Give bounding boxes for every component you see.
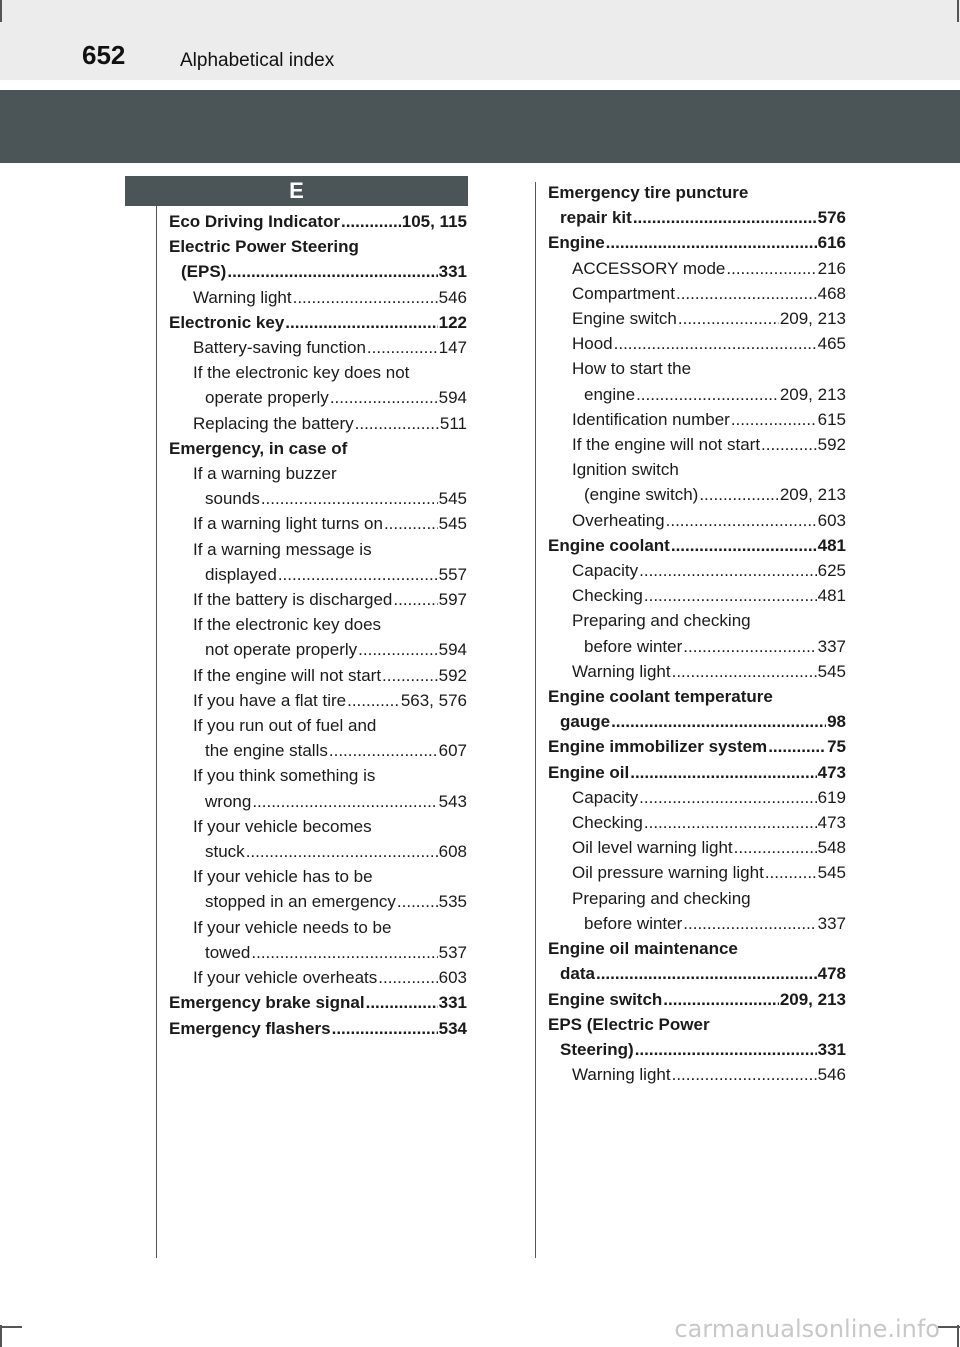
dot-leader <box>731 407 817 432</box>
index-entry-text: If the battery is discharged <box>193 590 393 610</box>
index-entry-pages: 535 <box>438 892 467 912</box>
dot-leader <box>378 965 437 990</box>
dot-leader <box>227 259 437 284</box>
dot-leader <box>366 990 438 1015</box>
index-entry-text: Engine switch <box>548 989 663 1009</box>
index-entry <box>548 709 846 734</box>
crop-mark <box>0 0 2 22</box>
dot-leader <box>644 583 817 608</box>
index-entry-text: If you have a flat tire <box>193 690 347 710</box>
dot-leader <box>699 482 778 507</box>
index-entry <box>548 608 846 633</box>
index-entry <box>548 987 846 1012</box>
index-entry <box>169 461 467 486</box>
index-entry-pages: 594 <box>438 640 467 660</box>
dot-leader <box>382 663 438 688</box>
index-entry-pages: 473 <box>817 813 846 833</box>
index-entry <box>169 839 467 864</box>
index-entry-pages: 481 <box>817 586 846 606</box>
index-entry <box>169 285 467 310</box>
index-entry <box>548 356 846 381</box>
index-entry-pages: 481 <box>817 535 846 555</box>
dot-leader <box>672 659 817 684</box>
crop-mark <box>957 1325 959 1347</box>
middle-column-rule <box>535 182 536 1258</box>
index-entry <box>548 205 846 230</box>
index-entry-text: Emergency tire puncture <box>548 183 749 202</box>
index-entry-text: If you think something is <box>193 766 376 786</box>
index-entry <box>169 965 467 990</box>
dot-leader <box>672 1062 817 1087</box>
index-entry <box>548 281 846 306</box>
index-entry <box>169 864 467 889</box>
index-entry-pages: 576 <box>817 208 846 228</box>
index-entry-pages: 545 <box>817 863 846 883</box>
index-entry-text: If the electronic key does <box>193 615 382 635</box>
index-entry-text: Engine immobilizer system <box>548 737 768 757</box>
index-entry-pages: 543 <box>438 791 467 811</box>
index-entry-text: If your vehicle has to be <box>193 867 373 887</box>
index-entry-pages: 122 <box>438 312 467 332</box>
index-entry-text: Engine <box>548 233 605 253</box>
index-entry-pages: 619 <box>817 787 846 807</box>
dot-leader <box>332 1016 438 1041</box>
index-entry-text: Emergency flashers <box>169 1018 331 1038</box>
index-entry <box>548 659 846 684</box>
index-entry-text: data <box>560 964 595 984</box>
index-entry-text: Oil pressure warning light <box>572 863 764 883</box>
index-entry-pages: 545 <box>817 661 846 681</box>
dot-leader <box>765 860 817 885</box>
dot-leader <box>614 331 817 356</box>
index-entry <box>169 411 467 436</box>
index-entry-pages: 468 <box>817 283 846 303</box>
dot-leader <box>630 760 816 785</box>
index-letter-heading: E <box>125 176 468 206</box>
index-entry <box>548 886 846 911</box>
index-entry-text: operate properly <box>205 388 329 408</box>
index-entry-text: Warning light <box>572 661 671 681</box>
dot-leader <box>676 281 817 306</box>
index-entry <box>548 508 846 533</box>
index-entry-pages: 603 <box>438 968 467 988</box>
index-entry-text: Engine switch <box>572 309 677 329</box>
index-entry <box>169 637 467 662</box>
index-entry-pages: 548 <box>817 838 846 858</box>
index-entry-text: (engine switch) <box>584 485 699 505</box>
index-entry <box>548 860 846 885</box>
index-entry <box>169 663 467 688</box>
dot-leader <box>644 810 817 835</box>
dot-leader <box>246 839 438 864</box>
dot-leader <box>734 835 817 860</box>
dot-leader <box>636 382 779 407</box>
index-entry-text: the engine stalls <box>205 741 328 761</box>
header-bar <box>0 0 960 80</box>
index-entry <box>169 889 467 914</box>
index-entry-pages: 546 <box>817 1065 846 1085</box>
index-entry-text: before winter <box>584 636 683 656</box>
index-entry-pages: 616 <box>817 233 846 253</box>
dot-leader <box>330 385 438 410</box>
index-entry-pages: 534 <box>438 1018 467 1038</box>
index-entry-pages: 473 <box>817 762 846 782</box>
index-entry-text: Capacity <box>572 561 639 581</box>
index-entry-text: Oil level warning light <box>572 838 733 858</box>
index-entry-text: Engine oil <box>548 762 630 782</box>
index-entry <box>169 385 467 410</box>
dot-leader <box>639 785 816 810</box>
index-entry <box>169 436 467 461</box>
index-entry-pages: 331 <box>438 993 467 1013</box>
index-entry <box>548 382 846 407</box>
index-entry-pages: 75 <box>827 737 846 757</box>
dot-leader <box>285 310 437 335</box>
right-index-column <box>548 180 846 1087</box>
watermark: carmanualsonline.info <box>674 1315 940 1343</box>
index-entry <box>548 1012 846 1037</box>
index-entry-pages: 546 <box>438 287 467 307</box>
index-entry-pages: 625 <box>817 561 846 581</box>
index-entry-pages: 607 <box>438 741 467 761</box>
index-entry <box>548 180 846 205</box>
index-entry <box>548 734 846 759</box>
dot-leader <box>341 209 401 234</box>
index-entry <box>169 814 467 839</box>
index-entry-pages: 465 <box>817 334 846 354</box>
index-entry <box>169 310 467 335</box>
index-entry-pages: 105, 115 <box>401 212 467 231</box>
index-entry <box>548 331 846 356</box>
index-entry <box>169 259 467 284</box>
index-entry-text: Ignition switch <box>572 460 679 480</box>
index-entry-text: If the engine will not start <box>572 435 761 455</box>
index-entry-pages: 615 <box>817 409 846 429</box>
index-entry <box>169 537 467 562</box>
index-entry-text: If the electronic key does not <box>193 363 410 383</box>
index-entry-text: Warning light <box>572 1065 671 1085</box>
index-entry-text: stuck <box>205 842 245 862</box>
dot-leader <box>683 634 816 659</box>
index-entry <box>169 335 467 360</box>
index-entry-text: Emergency, in case of <box>169 438 348 458</box>
index-entry <box>548 785 846 810</box>
index-entry <box>169 688 467 713</box>
index-entry-pages: 594 <box>438 388 467 408</box>
index-entry <box>548 533 846 558</box>
dot-leader <box>671 533 817 558</box>
index-entry <box>169 587 467 612</box>
index-entry-text: Eco Driving Indicator <box>169 212 340 231</box>
index-entry-text: displayed <box>205 564 277 584</box>
index-entry <box>169 763 467 788</box>
index-entry <box>548 457 846 482</box>
crop-mark <box>0 1326 22 1328</box>
index-entry-text: Overheating <box>572 510 665 530</box>
dot-leader <box>355 411 439 436</box>
index-entry-text: Preparing and checking <box>572 611 751 631</box>
index-entry <box>548 558 846 583</box>
index-entry <box>548 911 846 936</box>
index-entry-text: (EPS) <box>181 262 227 282</box>
dot-leader <box>251 940 437 965</box>
index-entry-text: Warning light <box>193 287 292 307</box>
index-entry <box>169 209 467 234</box>
index-entry <box>548 1037 846 1062</box>
dot-leader <box>666 508 817 533</box>
index-entry-text: If your vehicle needs to be <box>193 917 392 937</box>
dot-leader <box>261 486 438 511</box>
crop-mark <box>957 0 959 22</box>
index-entry-text: Electric Power Steering <box>169 237 359 257</box>
index-entry-pages: 511 <box>439 413 467 433</box>
dot-leader <box>611 709 826 734</box>
index-entry-text: Checking <box>572 586 643 606</box>
index-entry-pages: 537 <box>438 942 467 962</box>
index-entry-text: repair kit <box>560 208 632 228</box>
dot-leader <box>397 889 438 914</box>
index-entry <box>169 511 467 536</box>
index-entry <box>548 256 846 281</box>
index-entry-pages: 545 <box>438 489 467 509</box>
index-entry <box>169 360 467 385</box>
index-entry-text: If your vehicle overheats <box>193 968 378 988</box>
index-entry <box>169 789 467 814</box>
index-entry-text: Capacity <box>572 787 639 807</box>
index-entry-pages: 216 <box>817 258 846 278</box>
index-entry <box>548 760 846 785</box>
index-entry-text: Identification number <box>572 409 730 429</box>
dot-leader <box>358 637 437 662</box>
index-entry-text: ACCESSORY mode <box>572 258 726 278</box>
dot-leader <box>367 335 438 360</box>
dot-leader <box>683 911 816 936</box>
index-entry <box>548 306 846 331</box>
index-entry-text: gauge <box>560 712 611 732</box>
index-entry-pages: 603 <box>817 510 846 530</box>
index-entry-pages: 592 <box>817 435 846 455</box>
index-entry-text: If a warning buzzer <box>193 464 337 484</box>
dot-leader <box>252 789 437 814</box>
index-entry <box>548 482 846 507</box>
index-entry <box>548 230 846 255</box>
index-entry-pages: 597 <box>438 590 467 610</box>
index-entry-text: Engine oil maintenance <box>548 939 738 959</box>
index-entry <box>548 1062 846 1087</box>
dot-leader <box>293 285 438 310</box>
index-entry-text: Electronic key <box>169 312 285 332</box>
index-entry-pages: 209, 213 <box>779 485 846 505</box>
index-entry-text: sounds <box>205 489 260 509</box>
index-entry <box>169 486 467 511</box>
index-entry <box>548 583 846 608</box>
dot-leader <box>639 558 816 583</box>
index-entry <box>169 612 467 637</box>
index-entry-text: If the engine will not start <box>193 665 382 685</box>
index-entry <box>548 936 846 961</box>
index-entry <box>548 961 846 986</box>
index-entry <box>169 915 467 940</box>
index-entry-pages: 147 <box>438 338 467 358</box>
index-entry <box>169 940 467 965</box>
left-index-column <box>169 209 467 1041</box>
dot-leader <box>768 734 826 759</box>
dot-leader <box>678 306 779 331</box>
left-column-rule <box>156 206 157 1258</box>
index-entry-text: engine <box>584 384 636 404</box>
crop-mark <box>0 1325 2 1347</box>
index-entry-text: before winter <box>584 913 683 933</box>
dot-leader <box>633 205 817 230</box>
index-entry-pages: 337 <box>817 913 846 933</box>
page-number: 652 <box>82 40 126 70</box>
index-entry <box>548 432 846 457</box>
index-entry <box>548 407 846 432</box>
index-entry-pages: 478 <box>817 964 846 984</box>
index-entry-text: How to start the <box>572 359 692 379</box>
dot-leader <box>393 587 437 612</box>
index-entry-text: Engine coolant <box>548 535 670 555</box>
index-entry-text: If you run out of fuel and <box>193 716 377 736</box>
dot-leader <box>606 230 817 255</box>
index-entry-pages: 209, 213 <box>779 384 846 404</box>
index-entry-pages: 557 <box>438 564 467 584</box>
index-entry-text: Emergency brake signal <box>169 993 365 1013</box>
index-entry <box>548 835 846 860</box>
index-entry-pages: 563, 576 <box>400 690 467 710</box>
index-entry <box>169 234 467 259</box>
dot-leader <box>596 961 817 986</box>
index-entry-pages: 545 <box>438 514 467 534</box>
index-entry-pages: 209, 213 <box>779 989 846 1009</box>
index-entry <box>548 634 846 659</box>
index-entry-text: EPS (Electric Power <box>548 1014 710 1034</box>
index-entry <box>169 990 467 1015</box>
index-entry-pages: 331 <box>817 1039 846 1059</box>
index-entry-text: not operate properly <box>205 640 358 660</box>
index-entry-pages: 608 <box>438 842 467 862</box>
index-entry-text: Battery-saving function <box>193 338 366 358</box>
index-entry <box>169 738 467 763</box>
section-title: Alphabetical index <box>180 50 335 71</box>
index-entry-text: wrong <box>205 791 252 811</box>
header-banner <box>0 90 960 163</box>
index-entry-pages: 331 <box>438 262 467 282</box>
index-entry-text: If your vehicle becomes <box>193 816 372 836</box>
index-entry-text: If a warning light turns on <box>193 514 383 534</box>
index-entry-text: Steering) <box>560 1039 634 1059</box>
index-entry-text: Engine coolant temperature <box>548 687 773 707</box>
index-entry-pages: 209, 213 <box>779 309 846 329</box>
index-entry-text: Checking <box>572 813 643 833</box>
index-entry-text: towed <box>205 942 251 962</box>
index-entry-text: If a warning message is <box>193 539 372 559</box>
index-entry-text: Compartment <box>572 283 675 303</box>
index-entry <box>169 562 467 587</box>
index-entry-text: Preparing and checking <box>572 888 751 908</box>
dot-leader <box>347 688 400 713</box>
dot-leader <box>635 1037 817 1062</box>
index-entry <box>169 1016 467 1041</box>
index-entry-pages: 592 <box>438 665 467 685</box>
index-entry <box>548 810 846 835</box>
dot-leader <box>761 432 817 457</box>
dot-leader <box>278 562 438 587</box>
index-entry-text: stopped in an emergency <box>205 892 396 912</box>
index-entry-text: Hood <box>572 334 613 354</box>
dot-leader <box>663 987 779 1012</box>
index-entry-pages: 98 <box>827 712 846 732</box>
index-entry-text: Replacing the battery <box>193 413 354 433</box>
dot-leader <box>726 256 816 281</box>
index-entry-pages: 337 <box>817 636 846 656</box>
index-entry <box>548 684 846 709</box>
dot-leader <box>329 738 438 763</box>
index-entry <box>169 713 467 738</box>
dot-leader <box>384 511 438 536</box>
